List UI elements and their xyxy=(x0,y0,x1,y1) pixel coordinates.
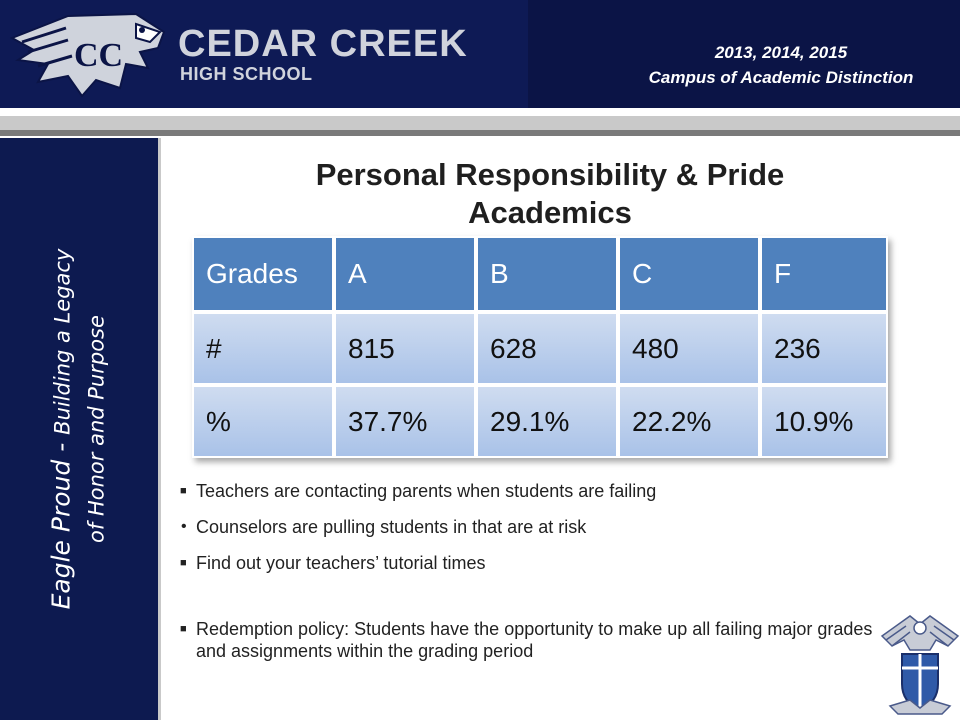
school-name: CEDAR CREEK xyxy=(178,23,468,65)
sidebar-motto xyxy=(45,149,114,709)
distinction-title: Campus of Academic Distinction xyxy=(648,68,914,87)
bullet-text: Counselors are pulling students in that are at risk xyxy=(196,517,587,537)
motto-building-legacy: Building a Legacy xyxy=(50,248,75,435)
table-cell: # xyxy=(192,312,334,385)
square-bullet-icon: ■ xyxy=(180,557,187,569)
table-header-cell: Grades xyxy=(192,236,334,312)
table-cell: % xyxy=(192,385,334,458)
table-cell: 29.1% xyxy=(476,385,618,458)
table-cell: 37.7% xyxy=(334,385,476,458)
table-cell: 22.2% xyxy=(618,385,760,458)
table-cell: 10.9% xyxy=(760,385,888,458)
square-bullet-icon: ■ xyxy=(180,623,187,635)
distinction-block xyxy=(616,40,946,90)
bullet-text: Find out your teachers’ tutorial times xyxy=(196,553,486,573)
slide-title-line1: Personal Responsibility & Pride xyxy=(315,157,785,192)
table-header-cell: B xyxy=(476,236,618,312)
divider-light xyxy=(0,116,960,130)
sidebar xyxy=(0,138,161,720)
bullet-text: Teachers are contacting parents when students are failing xyxy=(196,481,657,501)
list-item xyxy=(178,552,898,574)
table-header-cell: A xyxy=(334,236,476,312)
list-item xyxy=(178,516,898,538)
header-banner xyxy=(0,0,960,108)
divider-dark xyxy=(0,130,960,136)
square-bullet-icon: ■ xyxy=(180,485,187,497)
table-row xyxy=(192,385,888,458)
table-cell: 815 xyxy=(334,312,476,385)
slide-title xyxy=(200,156,900,232)
school-subtitle: HIGH SCHOOL xyxy=(180,64,313,84)
table-header-cell: F xyxy=(760,236,888,312)
eagle-crest-icon xyxy=(880,606,960,720)
eagle-logo-icon xyxy=(8,8,168,100)
table-header-row xyxy=(192,236,888,312)
list-item xyxy=(178,618,898,662)
bullet-text: Redemption policy: Students have the opportunity to make up all failing major grades and assignments within the grading period xyxy=(196,619,873,661)
slide-title-line2: Academics xyxy=(468,195,632,230)
round-bullet-icon: • xyxy=(181,518,187,535)
logo-initials: CC xyxy=(74,37,124,74)
bullet-list xyxy=(178,480,898,676)
distinction-years: 2013, 2014, 2015 xyxy=(714,43,848,62)
table-cell: 480 xyxy=(618,312,760,385)
table-cell: 628 xyxy=(476,312,618,385)
table-row xyxy=(192,312,888,385)
grades-table xyxy=(192,236,888,458)
motto-eagle-proud: Eagle Proud - xyxy=(46,434,76,610)
table-header-cell: C xyxy=(618,236,760,312)
motto-honor-purpose: of Honor and Purpose xyxy=(84,315,109,543)
table-cell: 236 xyxy=(760,312,888,385)
list-item xyxy=(178,480,898,502)
